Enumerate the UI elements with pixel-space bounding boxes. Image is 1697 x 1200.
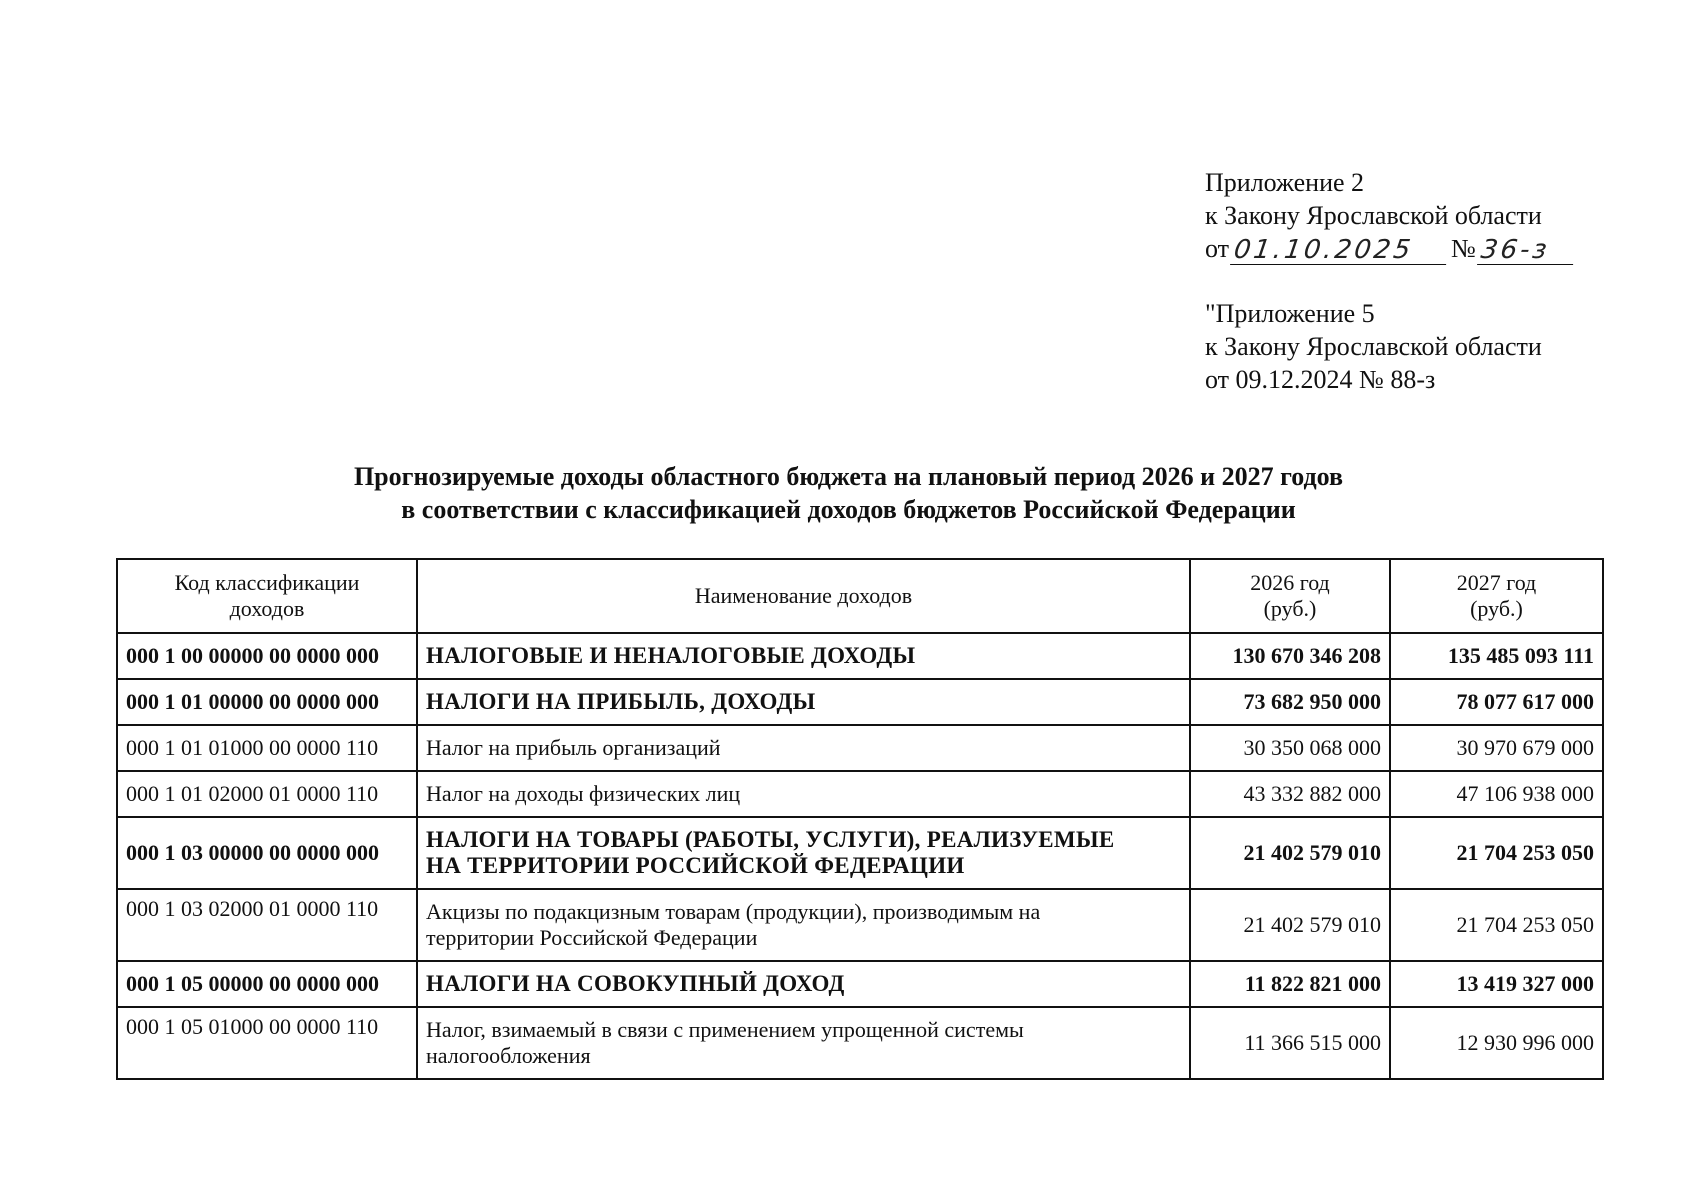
row-name: Налог на доходы физических лиц (417, 771, 1190, 817)
row-code: 000 1 05 00000 00 0000 000 (117, 961, 417, 1007)
date-prefix: от (1205, 234, 1230, 263)
row-value-2027: 21 704 253 050 (1390, 817, 1603, 889)
row-name-line-1: Акцизы по подакцизным товарам (продукции), производимым на (426, 899, 1041, 924)
header-2027-line-1: 2027 год (1456, 570, 1537, 595)
appendix-header (1205, 166, 1605, 396)
row-code: 000 1 00 00000 00 0000 000 (117, 633, 417, 679)
row-name: Налог на прибыль организаций (417, 725, 1190, 771)
table-row (117, 889, 1603, 961)
handwritten-law-number: 36-з (1477, 237, 1577, 265)
header-2027 (1390, 559, 1603, 633)
row-value-2027: 47 106 938 000 (1390, 771, 1603, 817)
original-law-date-number: от 09.12.2024 № 88-з (1205, 365, 1436, 394)
row-value-2027: 78 077 617 000 (1390, 679, 1603, 725)
row-name-line-2: территории Российской Федерации (426, 925, 758, 950)
row-name-line-2: налогообложения (426, 1043, 591, 1068)
row-value-2026: 30 350 068 000 (1190, 725, 1390, 771)
row-value-2027: 135 485 093 111 (1390, 633, 1603, 679)
row-name-line-1: НАЛОГИ НА ТОВАРЫ (РАБОТЫ, УСЛУГИ), РЕАЛИЗУЕМЫЕ (426, 827, 1115, 852)
appendix-label: Приложение 2 (1205, 168, 1365, 197)
table-header-row (117, 559, 1603, 633)
row-value-2027: 12 930 996 000 (1390, 1007, 1603, 1079)
row-code: 000 1 03 02000 01 0000 110 (117, 889, 417, 961)
law-reference: к Закону Ярославской области (1205, 201, 1542, 230)
revenue-table (116, 558, 1604, 1080)
header-name: Наименование доходов (417, 559, 1190, 633)
row-value-2026: 43 332 882 000 (1190, 771, 1390, 817)
table-row (117, 1007, 1603, 1079)
row-value-2027: 30 970 679 000 (1390, 725, 1603, 771)
title-line-2: в соответствии с классификацией доходов бюджетов Российской Федерации (401, 495, 1296, 524)
row-code: 000 1 01 02000 01 0000 110 (117, 771, 417, 817)
row-code: 000 1 01 00000 00 0000 000 (117, 679, 417, 725)
row-value-2027: 21 704 253 050 (1390, 889, 1603, 961)
revenue-table-container (116, 558, 1602, 1080)
row-code: 000 1 05 01000 00 0000 110 (117, 1007, 417, 1079)
row-name: НАЛОГИ НА СОВОКУПНЫЙ ДОХОД (417, 961, 1190, 1007)
law-date-number-line (1205, 232, 1605, 265)
header-code (117, 559, 417, 633)
header-gap (1205, 265, 1605, 297)
row-value-2026: 11 822 821 000 (1190, 961, 1390, 1007)
row-name (417, 817, 1190, 889)
row-name (417, 889, 1190, 961)
header-code-line-1: Код классификации (174, 570, 360, 595)
table-row (117, 725, 1603, 771)
row-name (417, 1007, 1190, 1079)
row-name-line-2: НА ТЕРРИТОРИИ РОССИЙСКОЙ ФЕДЕРАЦИИ (426, 853, 965, 878)
header-2026 (1190, 559, 1390, 633)
row-value-2027: 13 419 327 000 (1390, 961, 1603, 1007)
row-name: НАЛОГОВЫЕ И НЕНАЛОГОВЫЕ ДОХОДЫ (417, 633, 1190, 679)
document-title (0, 460, 1697, 526)
handwritten-date: 01.10.2025 (1230, 237, 1450, 265)
row-name-line-1: Налог, взимаемый в связи с применением упрощенной системы (426, 1017, 1024, 1042)
original-appendix-label: "Приложение 5 (1205, 299, 1375, 328)
row-value-2026: 21 402 579 010 (1190, 889, 1390, 961)
table-row (117, 679, 1603, 725)
number-sign: № (1451, 234, 1476, 263)
header-2026-line-1: 2026 год (1250, 570, 1330, 595)
header-code-line-2: доходов (229, 596, 305, 621)
row-name: НАЛОГИ НА ПРИБЫЛЬ, ДОХОДЫ (417, 679, 1190, 725)
table-row (117, 817, 1603, 889)
table-row (117, 633, 1603, 679)
title-line-1: Прогнозируемые доходы областного бюджета на плановый период 2026 и 2027 годов (353, 462, 1344, 491)
table-row (117, 961, 1603, 1007)
row-code: 000 1 01 01000 00 0000 110 (117, 725, 417, 771)
row-value-2026: 11 366 515 000 (1190, 1007, 1390, 1079)
header-2027-line-2: (руб.) (1470, 596, 1523, 621)
header-2026-line-2: (руб.) (1263, 596, 1317, 621)
row-value-2026: 73 682 950 000 (1190, 679, 1390, 725)
row-value-2026: 130 670 346 208 (1190, 633, 1390, 679)
table-row (117, 771, 1603, 817)
row-code: 000 1 03 00000 00 0000 000 (117, 817, 417, 889)
row-value-2026: 21 402 579 010 (1190, 817, 1390, 889)
original-law-reference: к Закону Ярославской области (1205, 332, 1542, 361)
